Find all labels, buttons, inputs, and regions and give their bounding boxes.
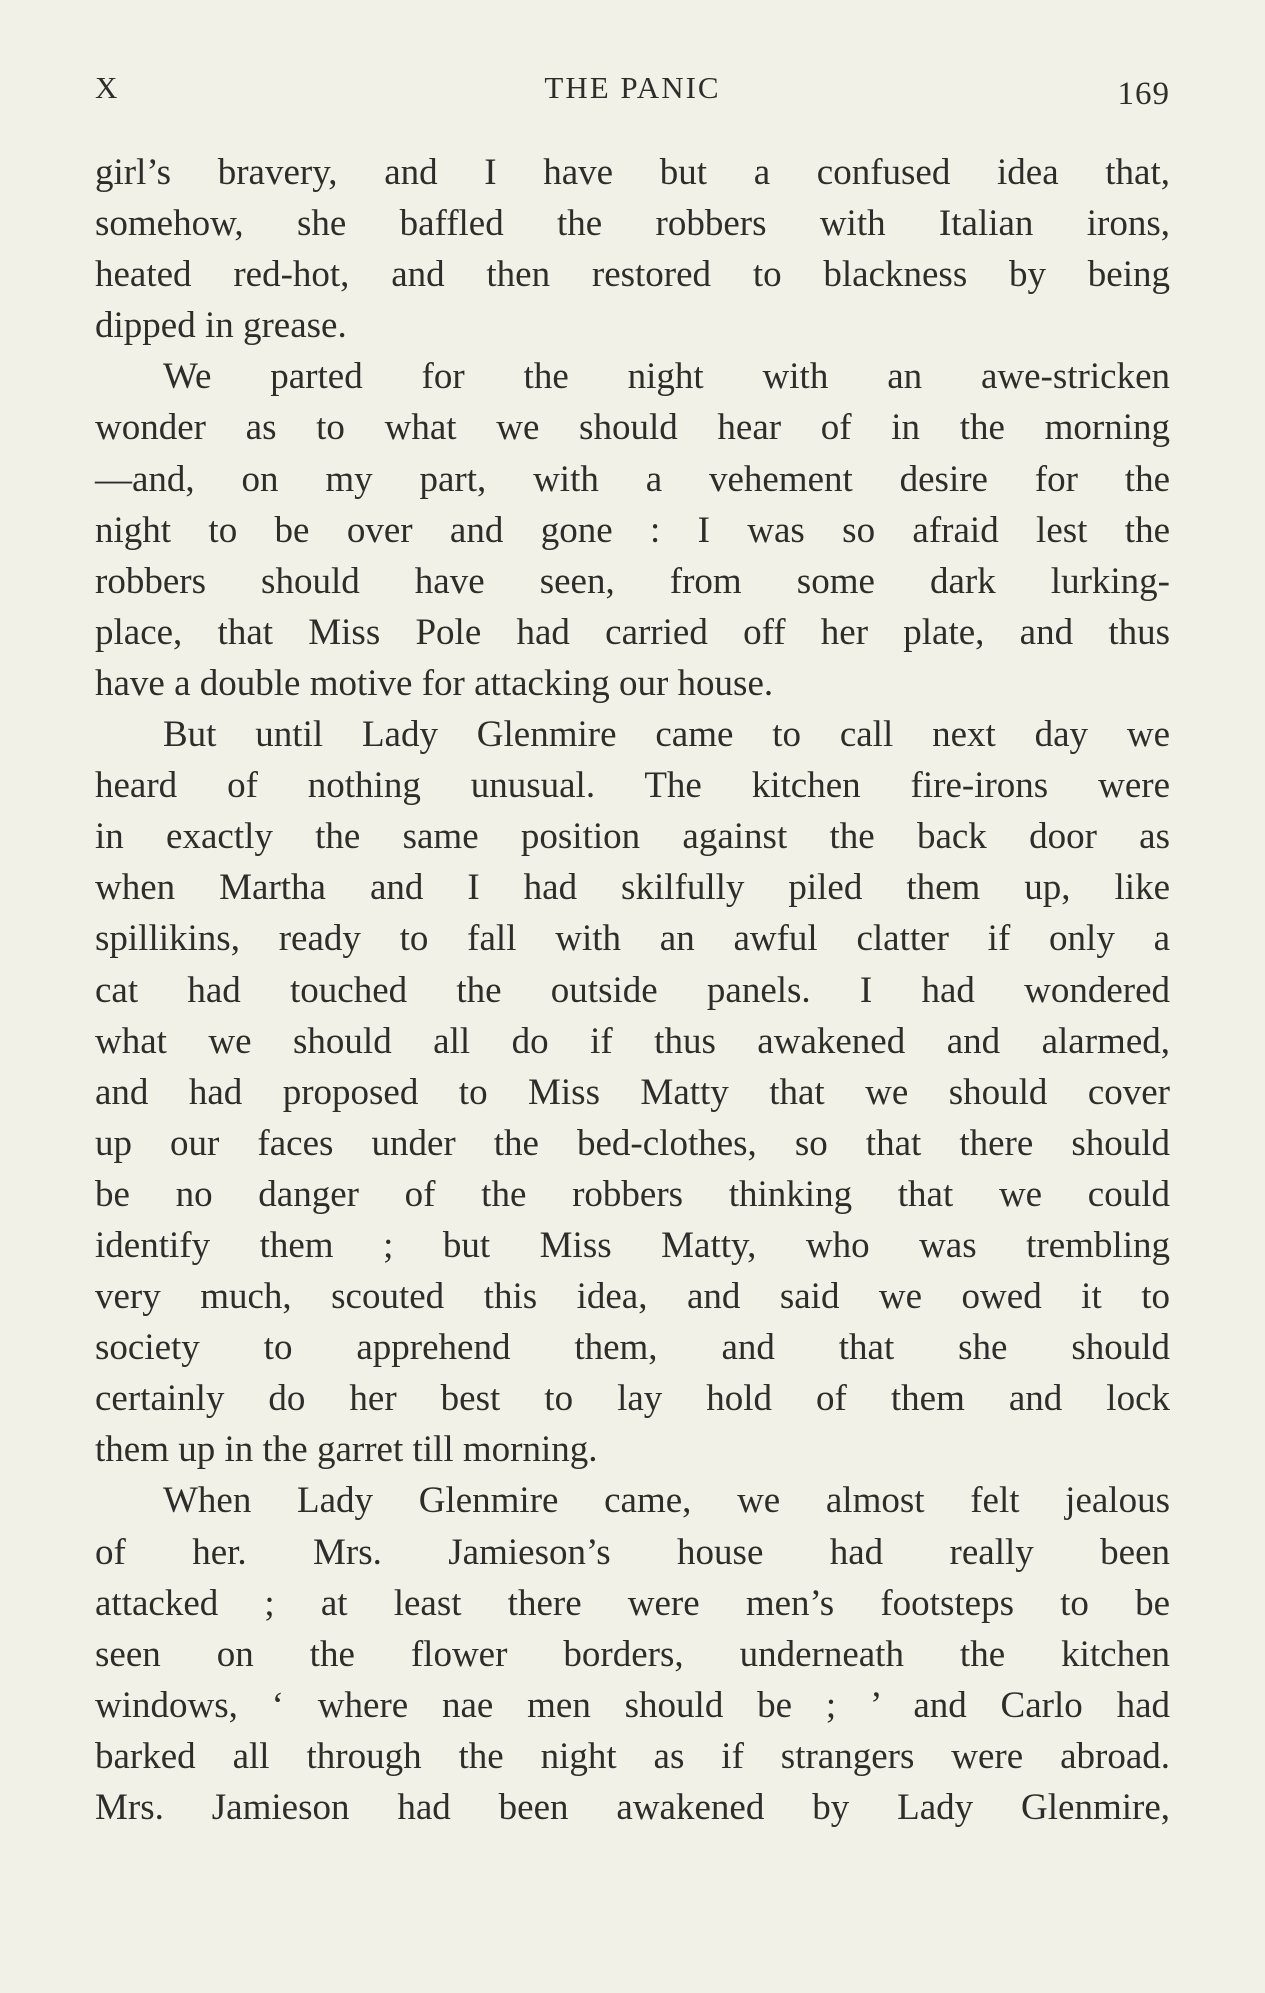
text-line: girl’s bravery, and I have but a confused idea that, xyxy=(95,152,1170,193)
text-line: We parted for the night with an awe-stricken xyxy=(163,356,1170,398)
text-line: robbers should have seen, from some dark lurking- xyxy=(95,560,1170,602)
text-line: place, that Miss Pole had carried off her plate, and thus xyxy=(95,611,1170,653)
running-head xyxy=(95,66,1170,116)
text-line: society to apprehend them, and that she should xyxy=(95,1327,1170,1369)
text-line: somehow, she baffled the robbers with Italian irons, xyxy=(95,203,1170,245)
text-line: up our faces under the bed-clothes, so that there should xyxy=(95,1122,1170,1164)
text-line: Mrs. Jamieson had been awakened by Lady Glenmire, xyxy=(95,1787,1170,1828)
page-number: 169 xyxy=(1117,76,1170,112)
text-line: attacked ; at least there were men’s footsteps to be xyxy=(95,1582,1170,1624)
text-line: and had proposed to Miss Matty that we should cover xyxy=(95,1071,1170,1113)
text-line: be no danger of the robbers thinking that we could xyxy=(95,1173,1170,1215)
text-line: cat had touched the outside panels. I had wondered xyxy=(95,969,1170,1011)
text-line: night to be over and gone : I was so afraid lest the xyxy=(95,509,1170,551)
text-line: in exactly the same position against the back door as xyxy=(95,816,1170,858)
text-line: heard of nothing unusual. The kitchen fire-irons were xyxy=(95,765,1170,807)
text-line: seen on the flower borders, underneath the kitchen xyxy=(95,1633,1170,1675)
text-line: very much, scouted this idea, and said we owed it to xyxy=(95,1276,1170,1318)
text-line: what we should all do if thus awakened and alarmed, xyxy=(95,1020,1170,1062)
text-line: them up in the garret till morning. xyxy=(95,1429,598,1471)
text-line: —and, on my part, with a vehement desire for the xyxy=(95,458,1170,500)
text-line: when Martha and I had skilfully piled them up, like xyxy=(95,867,1170,909)
text-line: have a double motive for attacking our house. xyxy=(95,662,774,704)
chapter-number: X xyxy=(95,70,120,105)
text-line: When Lady Glenmire came, we almost felt jealous xyxy=(163,1480,1170,1522)
body-text xyxy=(95,147,1170,1833)
text-line: barked all through the night as if strangers were abroad. xyxy=(95,1735,1170,1777)
text-line: spillikins, ready to fall with an awful clatter if only a xyxy=(95,918,1170,960)
text-line: windows, ‘ where nae men should be ; ’ and Carlo had xyxy=(95,1684,1170,1726)
text-line: certainly do her best to lay hold of them and lock xyxy=(95,1378,1170,1420)
text-line: heated red-hot, and then restored to blackness by being xyxy=(95,254,1170,296)
text-line: dipped in grease. xyxy=(95,305,347,347)
text-line: of her. Mrs. Jamieson’s house had really been xyxy=(95,1531,1170,1573)
text-line: identify them ; but Miss Matty, who was trembling xyxy=(95,1224,1170,1266)
text-line: wonder as to what we should hear of in the morning xyxy=(95,407,1170,449)
chapter-title: THE PANIC xyxy=(544,70,721,105)
text-line: But until Lady Glenmire came to call next day we xyxy=(163,714,1170,756)
